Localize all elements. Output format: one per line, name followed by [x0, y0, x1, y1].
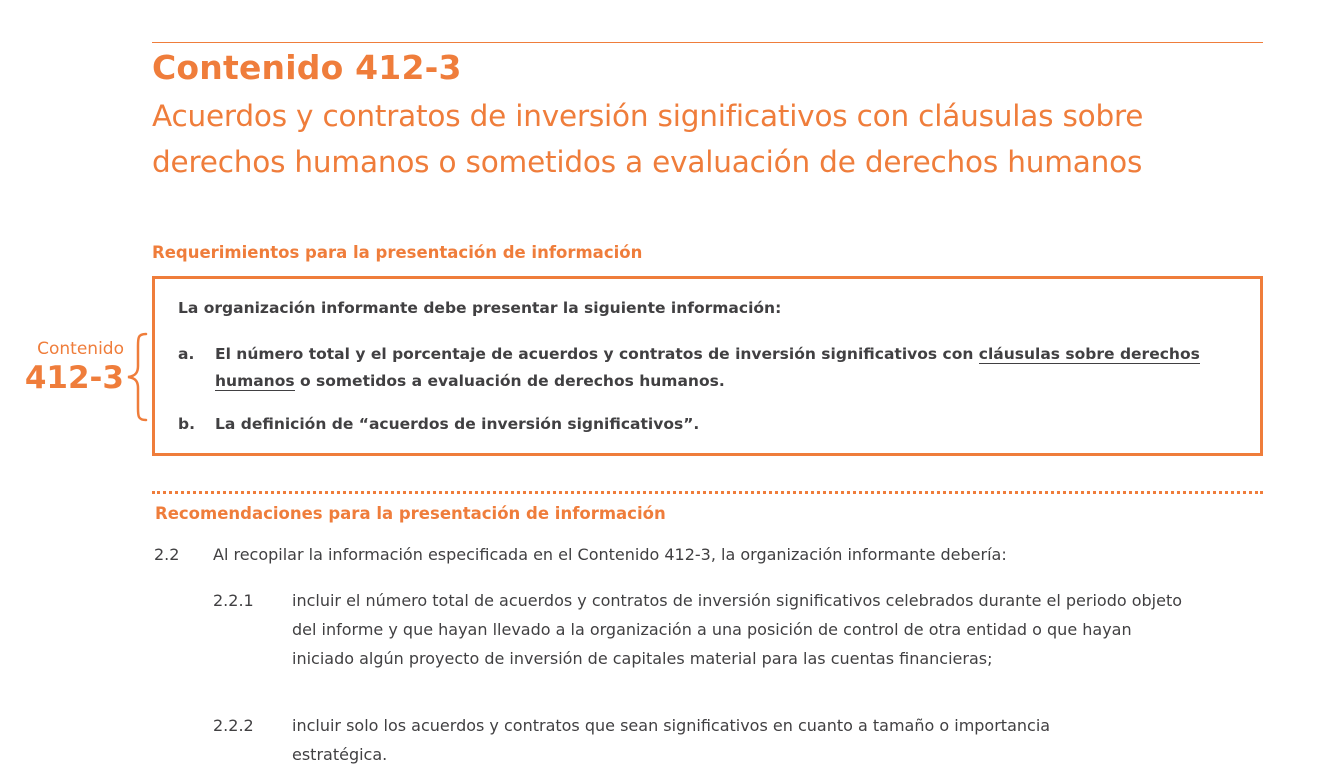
disclosure-title: Acuerdos y contratos de inversión significativos con cláusulas sobre derechos humanos o sometidos a evaluación de derechos humanos [152, 99, 1144, 179]
recommendation-number: 2.2 [154, 545, 180, 564]
requirement-label-a: a. [178, 345, 195, 363]
side-label-number: 412-3 [24, 360, 124, 396]
top-rule [152, 42, 1263, 43]
requirement-text-a [215, 341, 1245, 395]
requirements-intro: La organización informante debe presentar la siguiente información: [178, 299, 782, 317]
recommendation-2-2 [154, 540, 1254, 569]
recommendation-text: Al recopilar la información especificada en el Contenido 412-3, la organización informante debería: [213, 545, 1007, 564]
requirement-text-a-after: o sometidos a evaluación de derechos humanos. [294, 372, 725, 390]
recommendations-heading: Recomendaciones para la presentación de información [155, 504, 666, 523]
requirements-heading: Requerimientos para la presentación de información [152, 243, 643, 262]
recommendation-text: incluir solo los acuerdos y contratos que sean significativos en cuanto a tamaño o importancia estratégica. [292, 716, 1051, 764]
requirement-text-b: La definición de “acuerdos de inversión significativos”. [215, 415, 700, 433]
glossary-term-link[interactable]: cláusulas sobre derechos humanos [215, 345, 1200, 390]
recommendation-2-2-1 [213, 586, 1193, 673]
recommendation-number: 2.2.1 [213, 591, 254, 610]
requirement-text-a-before: El número total y el porcentaje de acuerdos y contratos de inversión significativos con [215, 345, 979, 363]
requirement-label-b: b. [178, 415, 195, 433]
recommendation-2-2-2 [213, 711, 1193, 769]
side-disclosure-label [20, 338, 124, 396]
dotted-divider [152, 491, 1263, 494]
recommendation-number: 2.2.2 [213, 716, 254, 735]
disclosure-number-title: Contenido 412-3 [152, 48, 462, 87]
requirement-item-b [178, 411, 1245, 438]
recommendation-text: incluir el número total de acuerdos y contratos de inversión significativos celebrados durante el periodo objeto del informe y que hayan llevado a la organización a una posición de control de otra entidad o que hayan iniciado algún proyecto de inversión de capitales material para las cuentas financieras; [292, 591, 1183, 668]
requirement-item-a [178, 341, 1245, 395]
side-label-small: Contenido [37, 339, 124, 359]
curly-brace-icon [124, 332, 154, 422]
